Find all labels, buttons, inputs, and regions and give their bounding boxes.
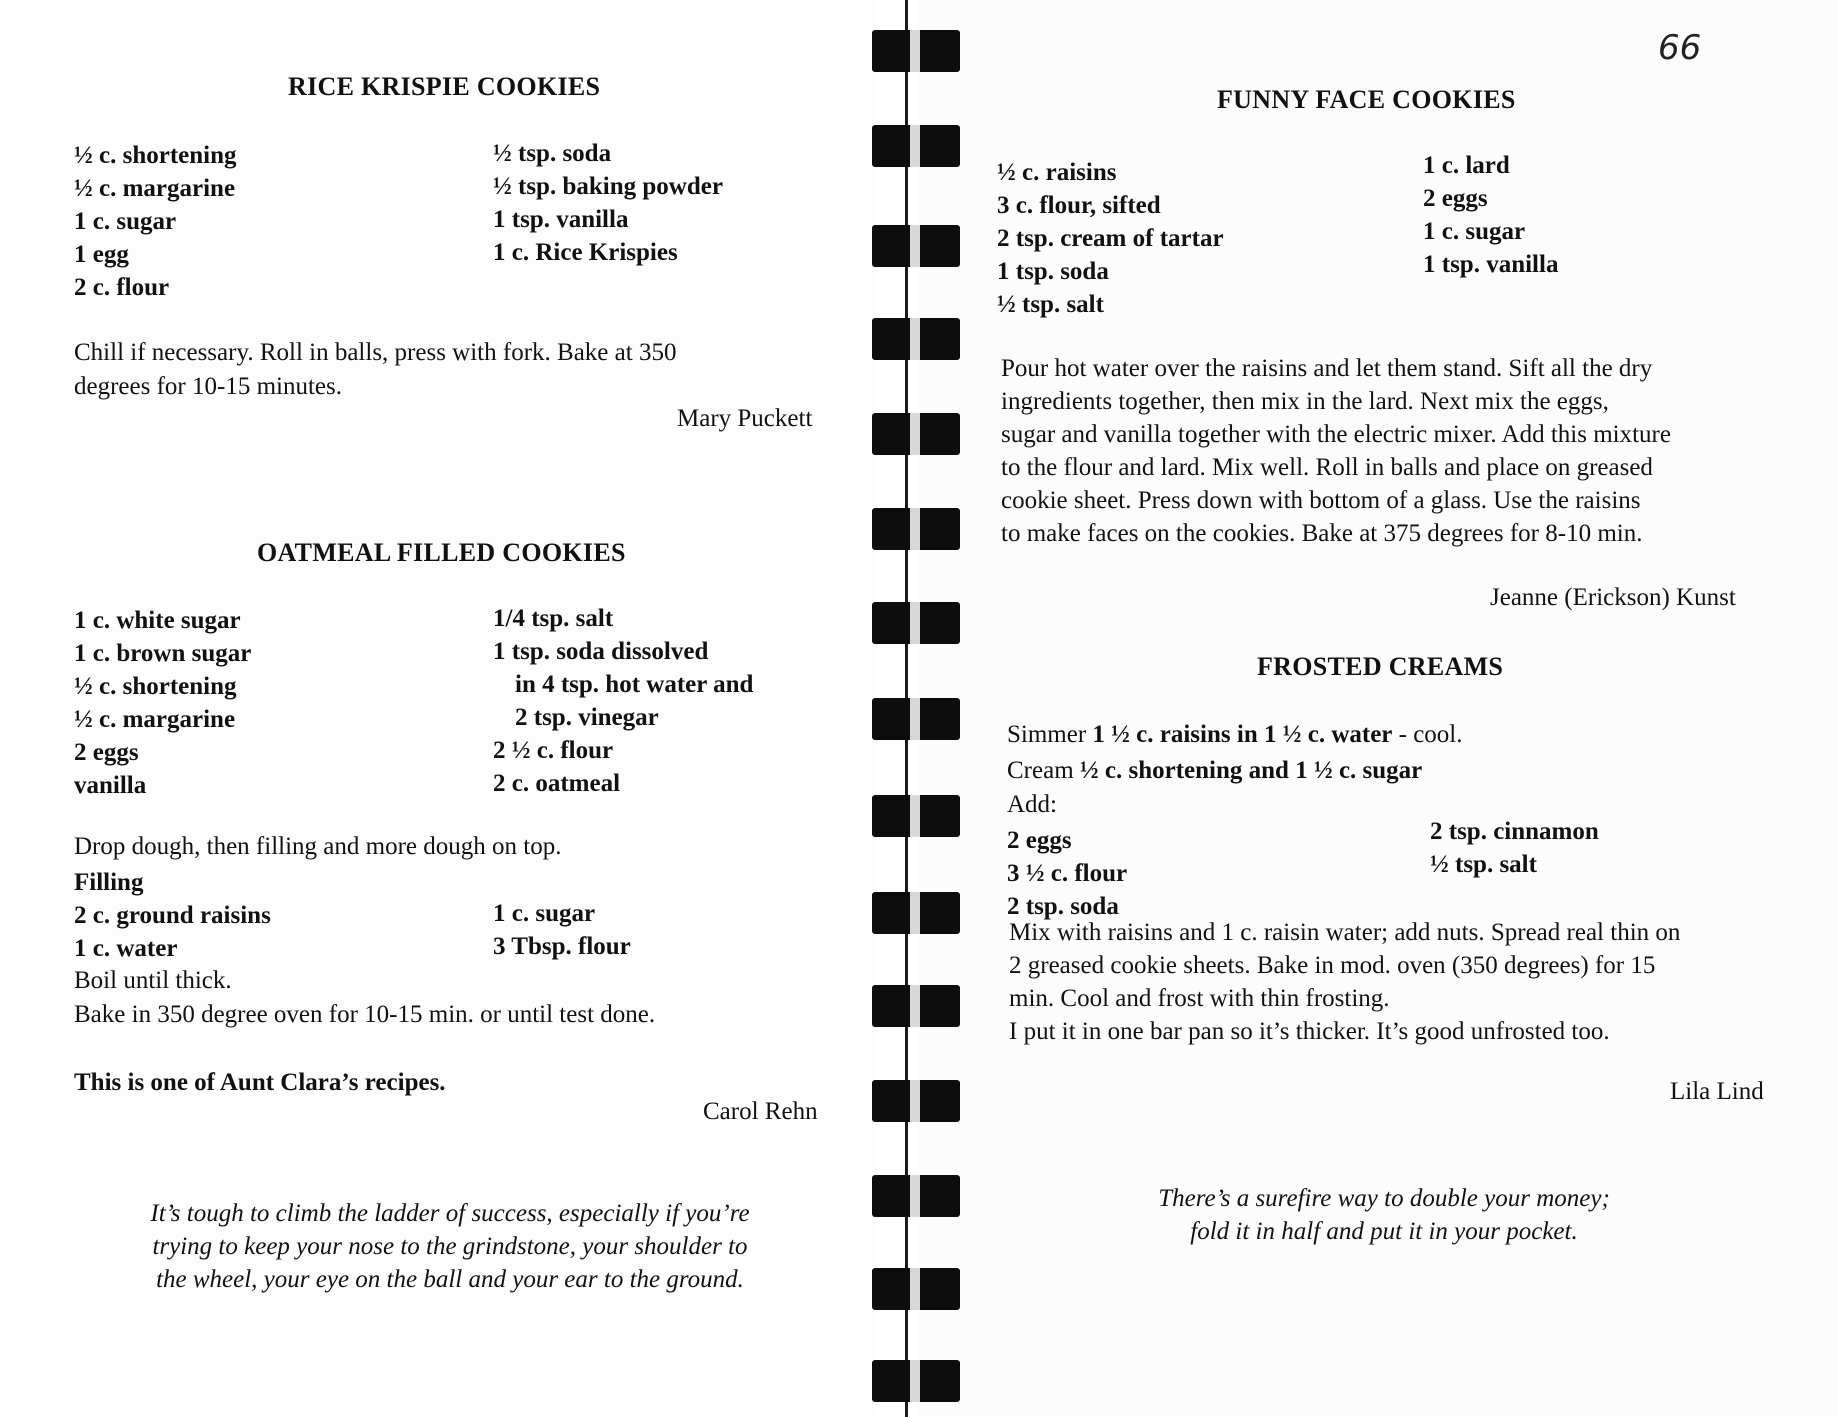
binding-coil xyxy=(872,602,960,644)
recipe-directions xyxy=(1001,352,1671,550)
step-verb: Simmer xyxy=(1007,721,1087,748)
recipe-directions xyxy=(74,336,676,404)
ingredient-list xyxy=(74,604,251,802)
direction-line: ingredients together, then mix in the lard. Next mix the eggs, xyxy=(1001,388,1609,415)
ingredient-list xyxy=(493,137,723,269)
binding-coil xyxy=(872,892,960,934)
quote-line: trying to keep your nose to the grindstone, your shoulder to xyxy=(152,1233,748,1260)
ingredient: ½ c. shortening xyxy=(74,673,237,700)
binding-coil xyxy=(872,795,960,837)
quote-line: It’s tough to climb the ladder of success, especially if you’re xyxy=(150,1200,750,1227)
ingredient: 1/4 tsp. salt xyxy=(493,605,614,632)
ingredient: 2 tsp. cream of tartar xyxy=(997,225,1224,252)
direction-line: degrees for 10-15 minutes. xyxy=(74,373,342,400)
ingredient: 3 c. flour, sifted xyxy=(997,192,1161,219)
ingredient: 1 egg xyxy=(74,241,129,268)
recipe-step xyxy=(1007,718,1463,752)
ingredient: 3 ½ c. flour xyxy=(1007,860,1128,887)
recipe-author: Lila Lind xyxy=(1670,1078,1764,1105)
step-ingredients: 1 ½ c. raisins in 1 ½ c. water xyxy=(1092,721,1393,748)
recipe-note: This is one of Aunt Clara’s recipes. xyxy=(74,1069,446,1096)
binding-coil xyxy=(872,508,960,550)
ingredient: 2 eggs xyxy=(1423,185,1488,212)
direction-line: sugar and vanilla together with the electric mixer. Add this mixture xyxy=(1001,421,1671,448)
ingredient: 2 tsp. soda xyxy=(1007,893,1119,920)
quote xyxy=(1084,1182,1684,1248)
recipe-title: FROSTED CREAMS xyxy=(1257,652,1504,681)
binding-coil xyxy=(872,1080,960,1122)
quote xyxy=(90,1197,810,1296)
ingredient-list xyxy=(74,139,237,304)
step-verb: Cream xyxy=(1007,757,1074,784)
ingredient: 3 Tbsp. flour xyxy=(493,933,631,960)
ingredient-list xyxy=(997,156,1224,321)
ingredient: 2 eggs xyxy=(74,739,139,766)
direction-line: cookie sheet. Press down with bottom of a glass. Use the raisins xyxy=(1001,487,1641,514)
binding-coil xyxy=(872,985,960,1027)
recipe-directions xyxy=(74,964,655,1032)
ingredient: 2 ½ c. flour xyxy=(493,737,614,764)
ingredient: 2 eggs xyxy=(1007,827,1072,854)
ingredient: in 4 tsp. hot water and xyxy=(515,671,754,698)
ingredient: ½ c. margarine xyxy=(74,175,236,202)
ingredient-list xyxy=(1430,815,1599,881)
ingredient: 1 tsp. soda xyxy=(997,258,1109,285)
spiral-binding xyxy=(862,0,972,1417)
ingredient-list xyxy=(1007,824,1127,923)
ingredient: 2 tsp. vinegar xyxy=(515,704,659,731)
quote-line: fold it in half and put it in your pocket. xyxy=(1190,1218,1578,1245)
recipe-title: FUNNY FACE COOKIES xyxy=(1217,85,1516,114)
ingredient: vanilla xyxy=(74,772,147,799)
filling-list xyxy=(74,899,271,965)
ingredient: ½ c. shortening xyxy=(74,142,237,169)
binding-coil xyxy=(872,1175,960,1217)
ingredient: 2 c. oatmeal xyxy=(493,770,621,797)
direction-line: to the flour and lard. Mix well. Roll in balls and place on greased xyxy=(1001,454,1653,481)
ingredient: 1 c. lard xyxy=(1423,152,1510,179)
direction-line: I put it in one bar pan so it’s thicker. It’s good unfrosted too. xyxy=(1009,1018,1610,1045)
add-label: Add: xyxy=(1007,791,1057,818)
binding-coil xyxy=(872,225,960,267)
recipe-author: Jeanne (Erickson) Kunst xyxy=(1490,584,1736,611)
ingredient: ½ tsp. soda xyxy=(493,140,612,167)
recipe-directions: Drop dough, then filling and more dough on top. xyxy=(74,833,562,860)
ingredient: 1 c. Rice Krispies xyxy=(493,239,678,266)
ingredient-list xyxy=(493,602,753,800)
direction-line: min. Cool and frost with thin frosting. xyxy=(1009,985,1390,1012)
binding-coil xyxy=(872,30,960,72)
quote-line: the wheel, your eye on the ball and your ear to the ground. xyxy=(156,1266,744,1293)
ingredient-list xyxy=(1423,149,1558,281)
recipe-title: RICE KRISPIE COOKIES xyxy=(288,72,601,101)
ingredient: 2 tsp. cinnamon xyxy=(1430,818,1599,845)
ingredient: ½ c. raisins xyxy=(997,159,1117,186)
recipe-directions xyxy=(1009,916,1680,1048)
direction-line: to make faces on the cookies. Bake at 375 degrees for 8-10 min. xyxy=(1001,520,1643,547)
filling-list xyxy=(493,897,631,963)
binding-coil xyxy=(872,318,960,360)
step-ingredients: ½ c. shortening and 1 ½ c. sugar xyxy=(1079,757,1423,784)
filling-label: Filling xyxy=(74,869,144,896)
ingredient: 2 c. ground raisins xyxy=(74,902,271,929)
binding-coil xyxy=(872,698,960,740)
ingredient: ½ tsp. salt xyxy=(1430,851,1537,878)
ingredient: 1 c. sugar xyxy=(74,208,177,235)
ingredient: 1 c. white sugar xyxy=(74,607,241,634)
ingredient: 1 c. water xyxy=(74,935,178,962)
binding-coil xyxy=(872,413,960,455)
quote-line: There’s a surefire way to double your money; xyxy=(1158,1185,1610,1212)
ingredient: 2 c. flour xyxy=(74,274,170,301)
direction-line: Boil until thick. xyxy=(74,967,232,994)
direction-line: Mix with raisins and 1 c. raisin water; add nuts. Spread real thin on xyxy=(1009,919,1681,946)
step-suffix: - cool. xyxy=(1392,721,1463,748)
binding-coil xyxy=(872,1360,960,1402)
direction-line: Pour hot water over the raisins and let them stand. Sift all the dry xyxy=(1001,355,1653,382)
ingredient: ½ tsp. salt xyxy=(997,291,1104,318)
recipe-author: Carol Rehn xyxy=(703,1098,818,1125)
ingredient: 1 tsp. soda dissolved xyxy=(493,638,709,665)
ingredient: 1 c. sugar xyxy=(1423,218,1526,245)
binding-coil xyxy=(872,125,960,167)
ingredient: 1 c. sugar xyxy=(493,900,596,927)
ingredient: 1 tsp. vanilla xyxy=(493,206,629,233)
ingredient: ½ c. margarine xyxy=(74,706,236,733)
recipe-author: Mary Puckett xyxy=(677,405,813,432)
direction-line: 2 greased cookie sheets. Bake in mod. oven (350 degrees) for 15 xyxy=(1009,952,1656,979)
recipe-title: OATMEAL FILLED COOKIES xyxy=(257,538,626,567)
direction-line: Bake in 350 degree oven for 10-15 min. or until test done. xyxy=(74,1001,656,1028)
binding-coil xyxy=(872,1268,960,1310)
recipe-step xyxy=(1007,754,1422,788)
ingredient: 1 c. brown sugar xyxy=(74,640,252,667)
ingredient: ½ tsp. baking powder xyxy=(493,173,723,200)
ingredient: 1 tsp. vanilla xyxy=(1423,251,1559,278)
page-number: 66 xyxy=(1658,28,1702,68)
direction-line: Chill if necessary. Roll in balls, press with fork. Bake at 350 xyxy=(74,339,677,366)
